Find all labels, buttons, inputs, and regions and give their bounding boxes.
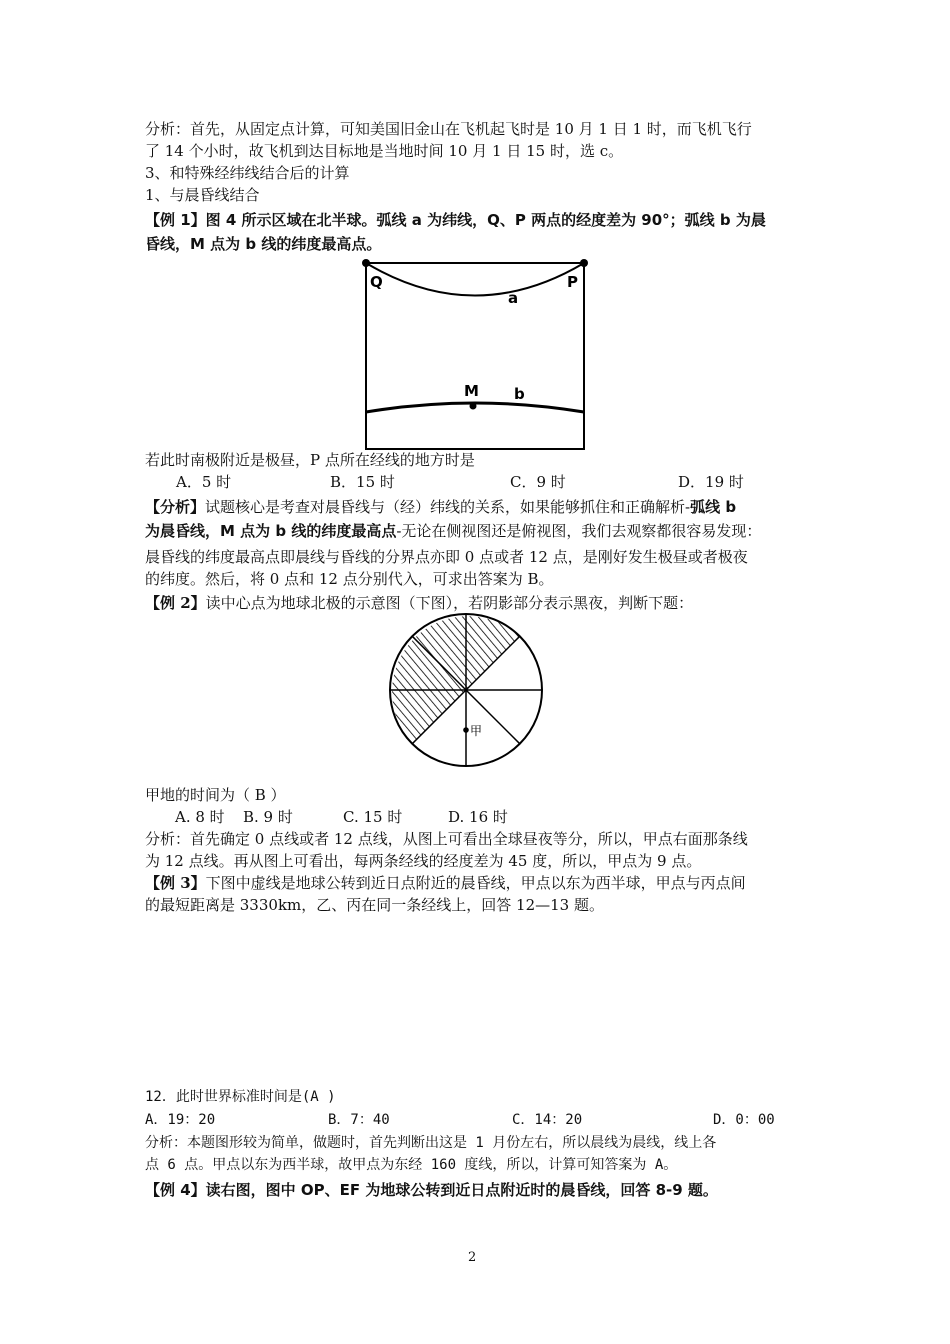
example3-text-1: 下图中虚线是地球公转到近日点附近的晨昏线，甲点以东为西半球，甲点与丙点间 — [205, 874, 746, 892]
example1-analysis-line-1 — [145, 496, 810, 518]
analysis-tag: 【分析】 — [145, 498, 206, 516]
example4-text: 读右图，图中 OP、EF 为地球公转到近日点附近时的晨昏线，回答 8-9 题。 — [205, 1181, 718, 1199]
example1-option-c: C．9 时 — [510, 473, 566, 491]
label-a: a — [508, 289, 519, 307]
example1-line-2: 昏线，M 点为 b 线的纬度最高点。 — [145, 235, 382, 253]
point-m — [470, 403, 477, 410]
label-jia: 甲 — [470, 724, 483, 738]
example2-figure — [385, 609, 547, 771]
example3-question: 12．此时世界标准时间是(A ) — [145, 1089, 336, 1105]
point-q — [362, 259, 370, 267]
example3-analysis-line-2: 点 6 点。甲点以东为西半球，故甲点为东经 160 度线，所以，计算可知答案为 A。 — [145, 1157, 678, 1173]
example2-option-a: A. 8 时 — [175, 808, 225, 826]
example1-tag: 【例 1】 — [145, 211, 206, 229]
example1-text-1: 图 4 所示区域在北半球。弧线 a 为纬线，Q、P 两点的经度差为 90°；弧线 b 为晨 — [205, 211, 766, 229]
example1-figure — [355, 256, 595, 454]
example1-option-b: B．15 时 — [330, 473, 395, 491]
example4-line — [145, 1179, 810, 1201]
example4-tag: 【例 4】 — [145, 1181, 206, 1199]
example2-option-b: B. 9 时 — [243, 808, 293, 826]
example2-analysis-line-1: 分析：首先确定 0 点线或者 12 点线，从图上可看出全球昼夜等分，所以，甲点右面那条线 — [145, 830, 748, 848]
analysis-text-2a: 为晨昏线，M 点为 b 线的纬度最高点 — [145, 522, 397, 540]
point-jia — [463, 727, 469, 733]
section-heading-3: 3、和特殊经纬线结合后的计算 — [145, 164, 350, 182]
example2-option-c: C. 15 时 — [343, 808, 403, 826]
example3-option-b: B．7：40 — [328, 1112, 390, 1128]
example1-analysis-line-3: 晨昏线的纬度最高点即晨线与昏线的分界点亦即 0 点或者 12 点，是刚好发生极昼或者极夜 — [145, 548, 748, 566]
analysis-text-1a: 试题核心是考查对晨昏线与（经）纬线的关系，如果能够抓住和正确解析- — [205, 498, 691, 516]
section-heading-1: 1、与晨昏线结合 — [145, 186, 260, 204]
example3-option-d: D．0：00 — [713, 1112, 775, 1128]
example2-analysis-line-2: 为 12 点线。再从图上可看出，每两条经线的经度差为 45 度，所以，甲点为 9 点。 — [145, 852, 702, 870]
example1-question: 若此时南极附近是极昼，P 点所在经线的地方时是 — [145, 451, 475, 469]
example3-option-a: A．19：20 — [145, 1112, 216, 1128]
label-p: P — [567, 273, 578, 291]
example3-line-1 — [145, 872, 810, 894]
arc-a-latitude — [366, 263, 584, 296]
example2-option-d: D. 16 时 — [448, 808, 508, 826]
example1-option-a: A．5 时 — [176, 473, 232, 491]
example2-tag: 【例 2】 — [145, 594, 206, 612]
intro-line-2: 了 14 个小时，故飞机到达目标地是当地时间 10 月 1 日 15 时，选 c。 — [145, 142, 624, 160]
point-p — [580, 259, 588, 267]
figure-frame — [366, 263, 584, 449]
example3-analysis-line-1: 分析：本题图形较为简单，做题时，首先判断出这是 1 月份左右，所以晨线为晨线，线上各 — [145, 1135, 717, 1151]
example2-text: 读中心点为地球北极的示意图（下图），若阴影部分表示黑夜，判断下题： — [205, 594, 694, 612]
example3-option-c: C．14：20 — [512, 1112, 583, 1128]
example1-analysis-line-4: 的纬度。然后，将 0 点和 12 点分别代入，可求出答案为 B。 — [145, 570, 554, 588]
page-number: 2 — [468, 1250, 477, 1265]
example3-tag: 【例 3】 — [145, 874, 206, 892]
example1-line-1 — [145, 209, 810, 231]
analysis-text-1b: 弧线 b — [690, 498, 737, 516]
label-b: b — [514, 385, 525, 403]
example2-question: 甲地的时间为（ B ） — [145, 786, 286, 804]
label-q: Q — [370, 273, 383, 291]
label-m: M — [464, 382, 479, 400]
analysis-text-2b: -无论在侧视图还是俯视图，我们去观察都很容易发现： — [396, 522, 762, 540]
example1-analysis-line-2 — [145, 520, 810, 542]
example1-option-d: D．19 时 — [678, 473, 744, 491]
example3-line-2: 的最短距离是 3330km，乙、丙在同一条经线上，回答 12—13 题。 — [145, 896, 604, 914]
intro-line-1: 分析：首先，从固定点计算，可知美国旧金山在飞机起飞时是 10 月 1 日 1 时，而飞机飞行 — [145, 120, 752, 138]
